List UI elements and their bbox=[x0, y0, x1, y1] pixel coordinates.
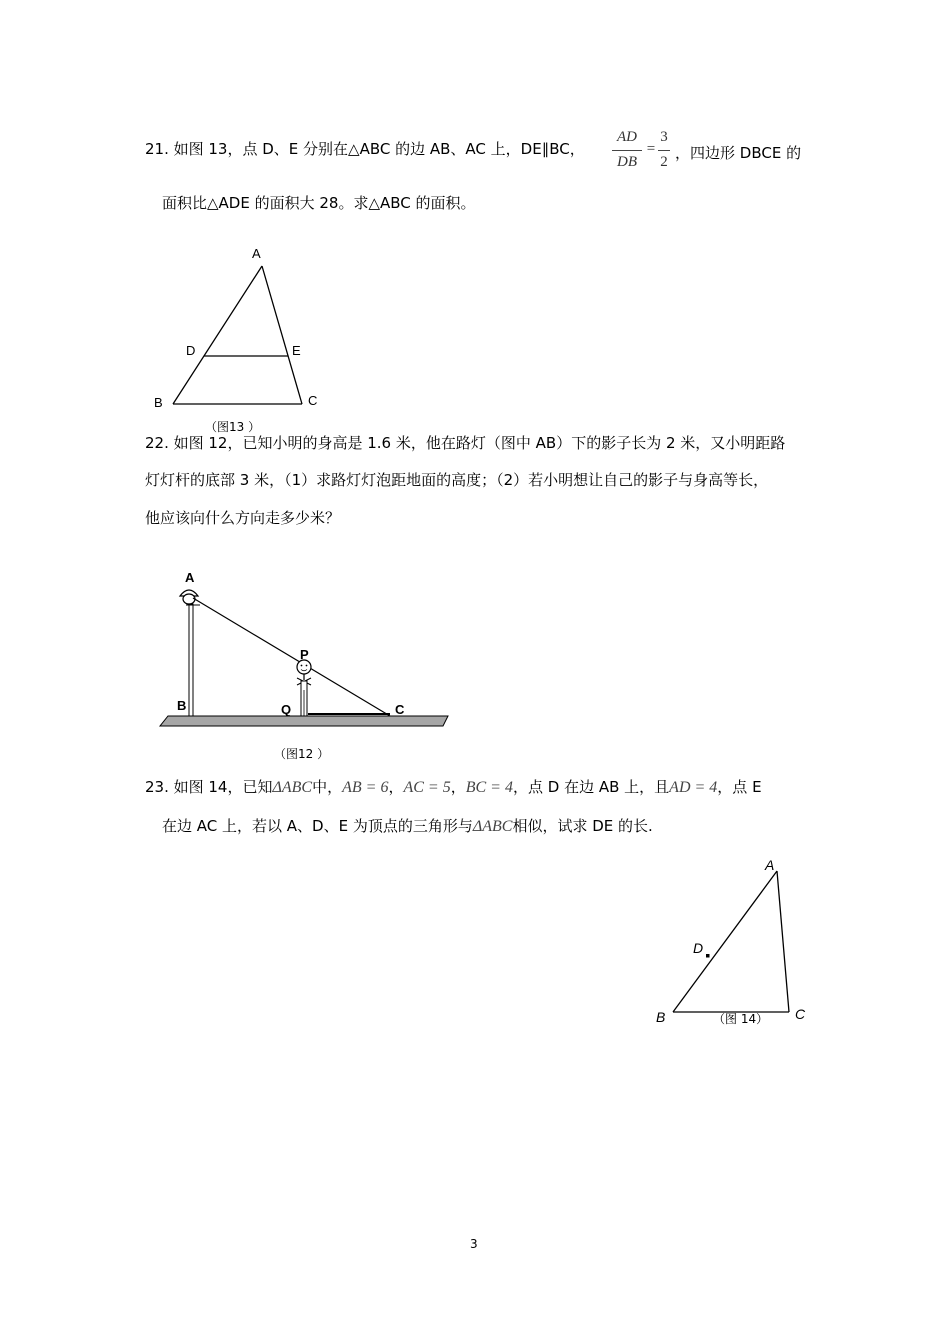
q21-line1-start: 21. 如图 13，点 D、E 分别在△ABC 的边 AB、AC 上，DE∥BC， bbox=[145, 140, 585, 158]
fig14-label-c: C bbox=[795, 1006, 806, 1022]
fig14-label-d: D bbox=[693, 940, 704, 956]
q22-line3: 他应该向什么方向走多少米？ bbox=[145, 509, 341, 527]
fig12-label-p: P bbox=[300, 647, 309, 662]
q21-ratio-numerator: 3 bbox=[660, 129, 668, 145]
q23-ad-value: AD = 4 bbox=[669, 779, 718, 796]
q23-triangle-abc: ΔABC bbox=[272, 779, 313, 796]
fig13-label-d: D bbox=[186, 343, 196, 358]
fig14-point-d bbox=[706, 954, 710, 958]
q21-line1-end: ，四边形 DBCE 的 bbox=[675, 144, 802, 162]
q23-point-e-text: ，点 E bbox=[717, 778, 762, 796]
fig13-label-c: C bbox=[308, 393, 318, 408]
fig14-side-ab bbox=[673, 871, 777, 1012]
fig12-label-a: A bbox=[185, 570, 195, 585]
q23-ab-value: AB = 6 bbox=[342, 779, 389, 796]
q21-equals: = bbox=[646, 141, 656, 157]
fig12-label-q: Q bbox=[281, 702, 292, 717]
q23-bc-value: BC = 4 bbox=[465, 779, 513, 796]
fig13-label-a: A bbox=[252, 246, 261, 261]
q21-ratio-denominator: 2 bbox=[660, 154, 668, 170]
q23-line2-end: 相似，试求 DE 的长. bbox=[512, 817, 653, 835]
fig12-label-c: C bbox=[395, 702, 405, 717]
q23-intro: 23. 如图 14，已知 bbox=[145, 778, 273, 796]
q21-line2: 面积比△ADE 的面积大 28。求△ABC 的面积。 bbox=[162, 194, 476, 212]
fig12-caption: （图12 ） bbox=[274, 747, 330, 761]
fig14-label-b: B bbox=[656, 1009, 666, 1025]
q21-fraction-numerator: AD bbox=[617, 129, 637, 145]
fig13-caption: （图13 ） bbox=[205, 420, 261, 434]
q22-line1: 22. 如图 12，已知小明的身高是 1.6 米，他在路灯（图中 AB）下的影子长为 2 米，又小明距路 bbox=[145, 434, 786, 452]
q22-line2: 灯灯杆的底部 3 米，（1）求路灯灯泡距地面的高度；（2）若小明想让自己的影子与身高等长， bbox=[145, 471, 769, 489]
q23-middle-text: 中， bbox=[312, 778, 343, 796]
q23-comma-1: ， bbox=[388, 778, 404, 796]
fig14-label-a: A bbox=[765, 857, 775, 873]
fig13-label-e: E bbox=[292, 343, 301, 358]
q23-line2-start: 在边 AC 上，若以 A、D、E 为顶点的三角形与 bbox=[162, 817, 473, 835]
fig14-side-ac bbox=[777, 871, 789, 1012]
q23-comma-2: ， bbox=[450, 778, 466, 796]
fig13-label-b: B bbox=[154, 395, 163, 410]
q23-triangle-abc-2: ΔABC bbox=[472, 818, 513, 835]
fig14-caption: （图 14） bbox=[713, 1012, 769, 1026]
q23-point-d-text: ，点 D 在边 AB 上，且 bbox=[512, 778, 670, 796]
q23-ac-value: AC = 5 bbox=[403, 779, 451, 796]
q21-fraction-denominator: DB bbox=[617, 154, 637, 170]
fig12-label-b: B bbox=[177, 698, 187, 713]
page-number: 3 bbox=[470, 1237, 478, 1251]
